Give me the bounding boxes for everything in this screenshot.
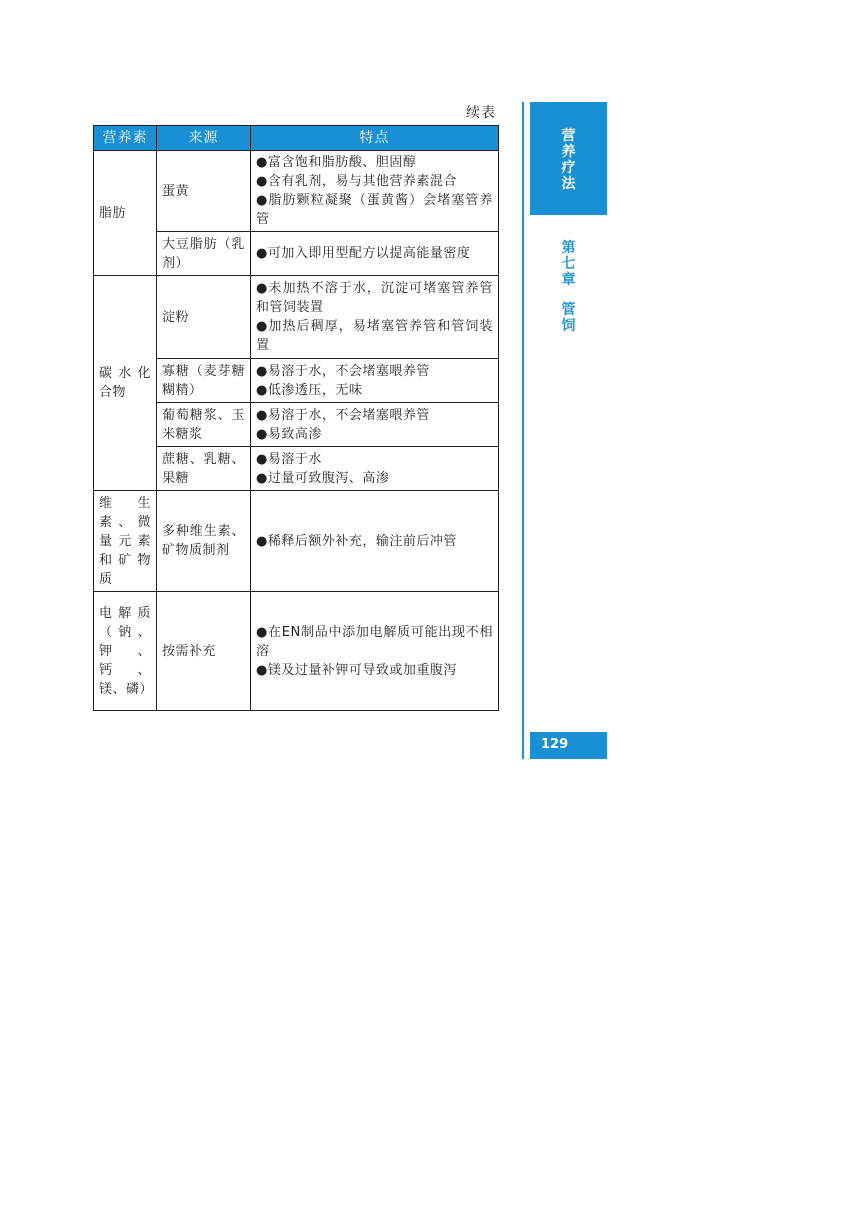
source-cell: 蛋黄 bbox=[157, 151, 251, 232]
source-cell: 淀粉 bbox=[157, 276, 251, 359]
source-cell: 大豆脂肪（乳剂） bbox=[157, 232, 251, 276]
feature-line: ●含有乳剂，易与其他营养素混合 bbox=[256, 174, 457, 189]
nutrient-cell: 电解质（钠、钾、钙、镁、磷） bbox=[94, 592, 157, 711]
feature-line: ●脂肪颗粒凝聚（蛋黄酱）会堵塞管养管 bbox=[256, 193, 493, 227]
chapter-title: 管 饲 bbox=[561, 302, 576, 334]
feature-line: ●易溶于水，不会堵塞喂养管 bbox=[256, 363, 430, 379]
features-cell bbox=[251, 276, 499, 359]
table-header-row bbox=[94, 126, 499, 151]
source-cell: 按需补充 bbox=[157, 592, 251, 711]
chapter-number-title bbox=[530, 240, 607, 334]
source-cell: 蔗糖、乳糖、果糖 bbox=[157, 447, 251, 491]
table-row bbox=[94, 151, 499, 232]
features-cell bbox=[251, 447, 499, 491]
section-tab-label: 营 养 疗 法 bbox=[561, 128, 576, 192]
header-source: 来源 bbox=[157, 126, 251, 151]
feature-line: ●易致高渗 bbox=[256, 426, 322, 442]
nutrient-cell: 碳水化合物 bbox=[94, 276, 157, 491]
table-row bbox=[94, 592, 499, 711]
feature-line: ●过量可致腹泻、高渗 bbox=[256, 470, 390, 486]
features-cell bbox=[251, 151, 499, 232]
features-cell bbox=[251, 359, 499, 403]
header-nutrient: 营养素 bbox=[94, 126, 157, 151]
nutrition-table bbox=[93, 125, 499, 711]
continued-label: 续表 bbox=[466, 105, 496, 121]
section-tab bbox=[530, 102, 607, 215]
nutrient-cell: 维生素、微量元素和矿物质 bbox=[94, 491, 157, 592]
sidebar-divider bbox=[522, 102, 524, 759]
chapter-label bbox=[530, 240, 607, 340]
feature-line: ●加热后稠厚，易堵塞管养管和管饲装置 bbox=[256, 319, 493, 353]
table-row bbox=[94, 276, 499, 359]
features-cell bbox=[251, 491, 499, 592]
feature-line: ●低渗透压，无味 bbox=[256, 382, 363, 398]
feature-line: ●未加热不溶于水，沉淀可堵塞管养管和管饲装置 bbox=[256, 281, 493, 315]
features-cell bbox=[251, 403, 499, 447]
source-cell: 多种维生素、矿物质制剂 bbox=[157, 491, 251, 592]
feature-line: ●镁及过量补钾可导致或加重腹泻 bbox=[256, 662, 457, 678]
page-number-tab bbox=[530, 732, 607, 759]
header-features: 特点 bbox=[251, 126, 499, 151]
table-row bbox=[94, 491, 499, 592]
nutrient-cell: 脂肪 bbox=[94, 151, 157, 276]
page-number: 129 bbox=[541, 737, 569, 752]
features-cell bbox=[251, 592, 499, 711]
feature-line: ●在EN制品中添加电解质可能出现不相溶 bbox=[256, 624, 493, 659]
feature-line: ●易溶于水，不会堵塞喂养管 bbox=[256, 407, 430, 423]
source-cell: 葡萄糖浆、玉米糖浆 bbox=[157, 403, 251, 447]
source-cell: 寡糖（麦芽糖糊精） bbox=[157, 359, 251, 403]
chapter-number: 第 七 章 bbox=[561, 240, 576, 288]
feature-line: ●易溶于水 bbox=[256, 451, 322, 467]
feature-line: ●可加入即用型配方以提高能量密度 bbox=[256, 246, 471, 261]
features-cell bbox=[251, 232, 499, 276]
feature-line: ●稀释后额外补充，输注前后冲管 bbox=[256, 533, 457, 549]
feature-line: ●富含饱和脂肪酸、胆固醇 bbox=[256, 155, 417, 170]
